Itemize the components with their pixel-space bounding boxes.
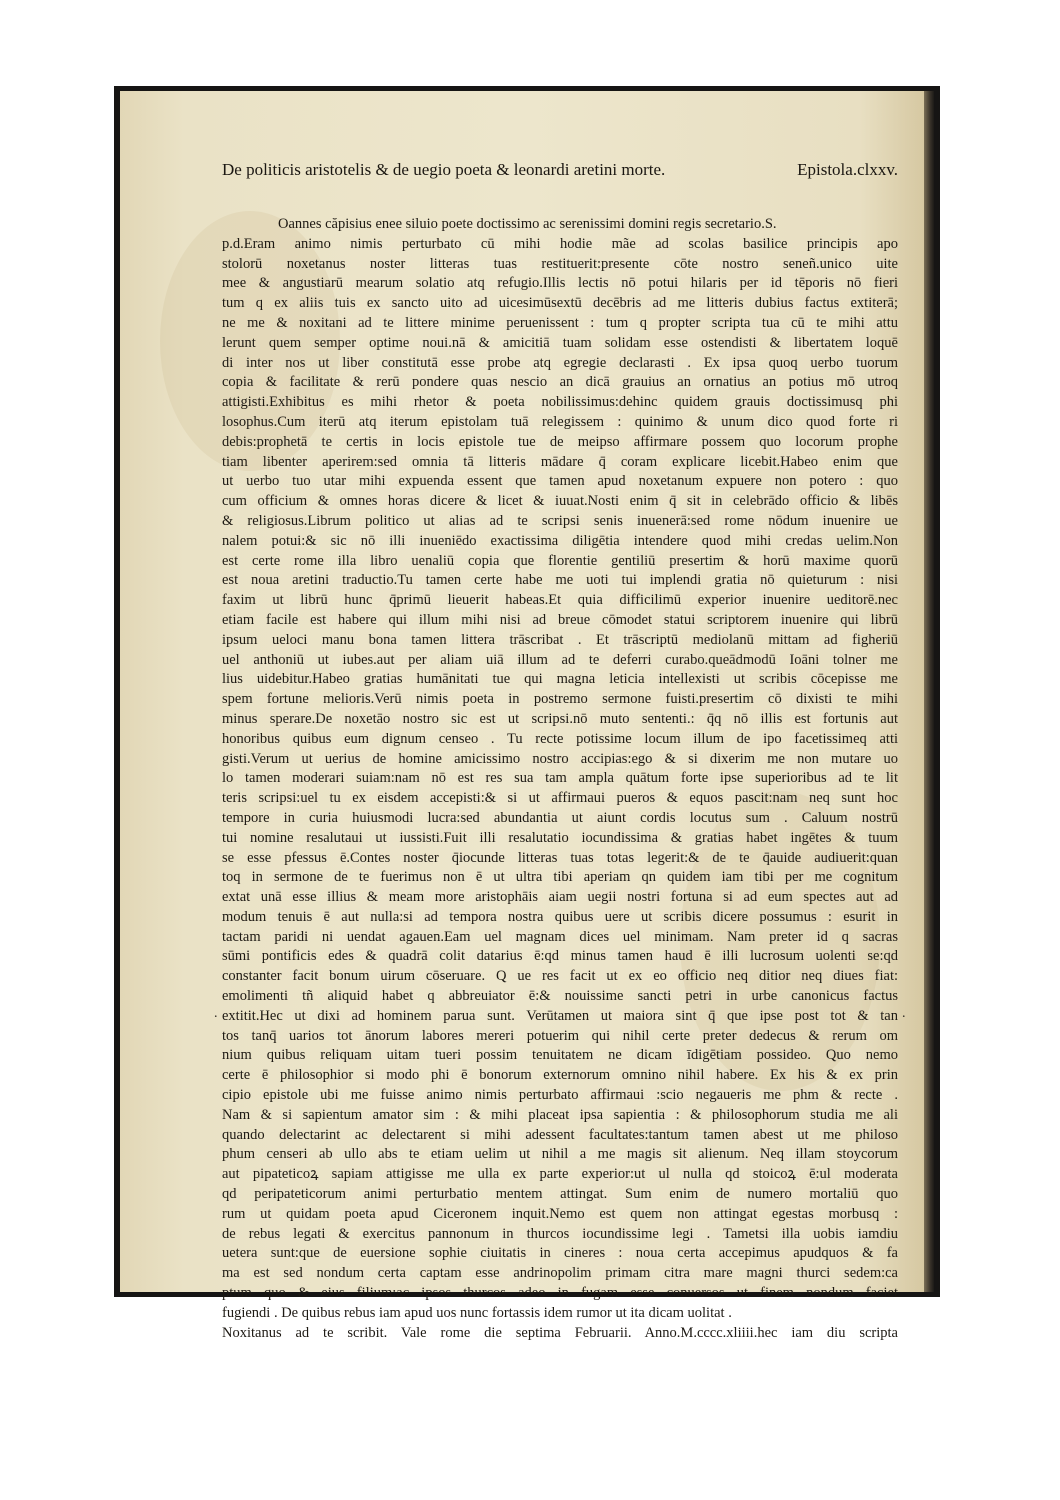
text-line: etiam facile est habere qui illum mihi nisi ad breue cōmodet statui scriptorem inuenire qui librū xyxy=(222,611,898,628)
text-line: Noxitanus ad te scribit. Vale rome die septima Februarii. Anno.M.cccc.xliiii.hec iam diu scripta xyxy=(222,1324,898,1341)
text-line: p.d.Eram animo nimis perturbato cū mihi hodie mãe ad scolas basilice principis apo xyxy=(222,235,898,252)
running-title: De politicis aristotelis & de uegio poeta & leonardi aretini morte. xyxy=(222,160,666,179)
text-line: losophus.Cum iterū atq iterum epistolam tuā relegissem : quinimo & unum dico quod forte ri xyxy=(222,413,898,430)
text-line: nium quibus reliquam uitam tueri possim tenuitatem ne dicam īdigētiam possideo. Quo nemo xyxy=(222,1047,898,1064)
text-line: extat unā esse illius & meam more aristophāis aiam uegii nostri fortuna si ad eum spectes aut ad xyxy=(222,889,898,906)
text-line: tos tanq̄ uarios tot ānorum labores mereri potuerim qui nihil certe preter dedecus & rerum om xyxy=(222,1027,898,1044)
text-line: spem fortune melioris.Verū nimis poeta in postremo sermone fuisti.presertim cō dixisti te mihi xyxy=(222,691,898,708)
text-line: est noua aretini traductio.Tu tamen certe habe me uoti tui implendi gratia nō quieturum : nisi xyxy=(222,572,898,589)
epistola-number: Epistola.clxxv. xyxy=(797,160,898,179)
text-line: ma est sed nondum certa captam esse andrinopolim primam citra mare magni thurci sedem:ca xyxy=(222,1265,898,1282)
letter-body xyxy=(222,215,898,1343)
text-line: sūmi pontificis edes & quadrā colit datarius ē:qd minus tamen haud ē illi lucrosum uolenti se:qd xyxy=(222,948,898,965)
text-line: cum officium & omnes horas dicere & licet & iuuat.Nosti enim q̄ sit in celebrādo officio & libēs xyxy=(222,493,898,510)
text-line: rum ut quidam poeta apud Ciceronem inquit.Nemo est quem non attingat egestas morbusq : xyxy=(222,1205,898,1222)
text-line: teris scripsi:uel tu ex eisdem accepisti:& si ut affirmaui pueros & equos pascit:nam neq sunt hoc xyxy=(222,790,898,807)
text-line: lerunt quem semper optime noui.nā & amicitiā tuam solidam esse ostendisti & libertatem loquē xyxy=(222,334,898,351)
text-line: extitit.Hec ut dixi ad hominem parua sunt. Verūtamen ut maiora sint q̄ que ipse post tot & tan xyxy=(222,1007,898,1024)
left-margin-mark: . xyxy=(214,1006,218,1021)
text-line: stolorū noxetanus noster litteras tuas restituerit:presente cōte nostro seneñ.unico uite xyxy=(222,255,898,272)
text-line: uetera sunt:que de euersione sophie ciuitatis in cineres : noua certa accepimus apudquos & fa xyxy=(222,1245,898,1262)
text-line: quando delectarint ac delectarent si mihi adessent facultates:tantum tamen abest ut me philoso xyxy=(222,1126,898,1143)
text-line: ptum quo & eius filium:ac ipsos thurcos adeo in fugam esse conuersos ut finem nondum faciet xyxy=(222,1285,898,1302)
text-line: ne me & noxitani ad te littere minime peruenissent : tum q propter scripta tua cū te mihi attu xyxy=(222,314,898,331)
text-line: tactam paridi ni uendat agauen.Eam uel magnam dices uel minimam. Nam preter id q sacras xyxy=(222,928,898,945)
text-line: ipsum ueloci manu bona tamen littera trāscribat . Et trāscriptū mediolanū mittam ad figheriū xyxy=(222,631,898,648)
text-line: fugiendi . De quibus rebus iam apud uos nunc fortassis idem rumor ut ita dicam uolitat . xyxy=(222,1304,732,1321)
text-line: faxim ut librū hunc q̄primū lieuerit habeas.Et quia difficilimū experior inuenire ueditorē.nec xyxy=(222,592,898,609)
text-line: tempore in curia huiusmodi lucra:sed abundantia ut aiunt cordis locutus sum . Caluum nostrū xyxy=(222,809,898,826)
text-line: ut uerbo tuo utar mihi expuenda essent que tamen apud noxetanum expuere non potero : quo xyxy=(222,473,898,490)
text-line: attigisti.Exhibitus es mihi rhetor & poeta nobilissimus:dehinc quidem grauis doctissimusq phi xyxy=(222,394,898,411)
text-line: tiam libenter aperirem:sed omnia tā litteris mādare q̄ coram explicare licebit.Habeo enim que xyxy=(222,453,898,470)
text-line: tum q ex aliis tuis ex sancto uito ad uicesimūsextū decēbris ad me litteris dubius factus extiterā; xyxy=(222,295,898,312)
text-line: phum censeri ab ullo abs te etiam uelim ut nihil a me magis sit alienum. Neq illam stoycorum xyxy=(222,1146,898,1163)
text-line: lius uidebitur.Habeo gratias humānitati tue qui magna leticia intellexisti ut scribis cōcepisse me xyxy=(222,671,898,688)
text-line: di inter nos ut liber constitutā esse probe atq egregie declarasti . Ex ipsa quoq uerbo tuorum xyxy=(222,354,898,371)
text-line: uel anthoniū ut iubes.aut per aliam uiā illum ad te deferri curabo.queādmodū Ioāni tolner me xyxy=(222,651,898,668)
text-line: mee & angustiarū mearum solatio atq refugio.Illis lectis nō potui hilaris per id tēporis nō fieri xyxy=(222,275,898,292)
text-line: emolimenti tñ aliquid habet q abbreuiator ē:& nouissime sancti petri in urbe canonicus factus xyxy=(222,988,898,1005)
page-binding-edge xyxy=(924,91,934,1292)
text-line: Nam & si sapientum amator sim : & mihi placeat ipsa sapientia : & philosophorum studia me ali xyxy=(222,1106,898,1123)
text-line: constanter facit bonum uirum cōseruare. Q ue res facit ut ex eo officio neq ditior neq diues fiat: xyxy=(222,968,898,985)
right-margin-mark: . xyxy=(902,1006,906,1021)
text-line: qd peripateticorum animi perturbatio mentem attingat. Sum enim de numero mortaliū quo xyxy=(222,1186,898,1203)
text-line: est certe rome illa libro uenaliū copia que florentie gentiliū presertim & horū maxime quorū xyxy=(222,552,898,569)
text-line: certe ē philosophior si modo phi ē bonorum externorum omnino nihil habere. Ex his & ex prin xyxy=(222,1067,898,1084)
text-line: Oannes căpisius enee siluio poete doctissimo ac serenissimi domini regis secretario.S. xyxy=(278,216,777,232)
text-line: minus sperare.De noxetāo nostro sic est ut scripsi.nō muto sententi.: q̄q nō illis est fortunis aut xyxy=(222,710,898,727)
text-line: nalem potui:& sic nō illi inueniēdo exactissima diligētia intendere quod mihi credas uelim.Non xyxy=(222,532,898,549)
text-line: honoribus quibus eum dignum censeo . Tu recte potissime locum illum de ipo facetissimeq atti xyxy=(222,730,898,747)
text-line: debis:prophetā te certis in locis epistole tue de meipso affirmare possem quo locorum prophe xyxy=(222,433,898,450)
text-line: & religiosus.Librum politico ut alias ad te scripsi senis inuenerā:sed rome nōdum inuenire ue xyxy=(222,512,898,529)
text-line: toq in sermone de te fuerimus non ē ut ultra tibi aperiam qn quidem iam tibi per me cognitum xyxy=(222,869,898,886)
text-line: tui nomine resalutaui ut iussisti.Fuit illi resalutatio iocundissima & gratias habet ingētes & tuum xyxy=(222,829,898,846)
text-line: gisti.Verum ut uerius de homine amicissimo nostro accipias:ego & si dixerim me non mutare uo xyxy=(222,750,898,767)
text-line: cipio epistole ubi me fuisse animo nimis perturbato affirmaui :scio negaueris me phm & recte . xyxy=(222,1087,898,1104)
text-line: modum tenuis ē aut nulla:si ad tempora nostra quibus uere ut scribis dicere possumus : esurit in xyxy=(222,908,898,925)
text-line: lo tamen moderari suiam:nam nō est res sua tam ampla quātum forte ipse superioribus ad te lit xyxy=(222,770,898,787)
text-line: copia & facilitate & rerū pondere quas nescio an dicā grauius an ornatius an potius mō utroq xyxy=(222,374,898,391)
text-line: se esse pfessus ē.Contes noster q̄iocunde litteras tuas totas legerit:& de te q̄auide audiuerit:quan xyxy=(222,849,898,866)
text-line: de rebus legati & exercitus pannonum in thurcos iocundissime legi . Tametsi illa uobis iamdiu xyxy=(222,1225,898,1242)
text-line: aut pipateticoꝝ sapiam attigisse me ulla ex parte experior:ut ul nulla qd stoicoꝝ ē:ul moderata xyxy=(222,1166,898,1183)
